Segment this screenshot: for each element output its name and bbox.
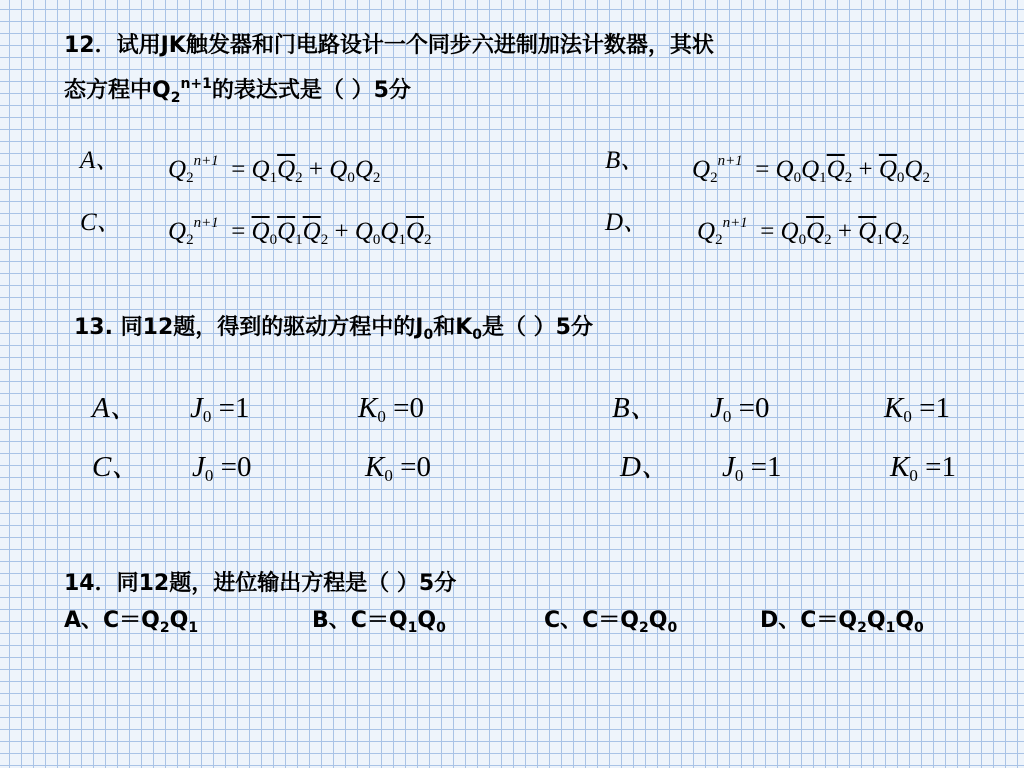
q12-option-d	[605, 208, 648, 238]
q13-option-a-label: A、	[92, 392, 139, 424]
q13-option-b-k: $K_0 =1$	[884, 392, 950, 426]
q14-text: 14．同12题，进位输出方程是（ ）5分	[64, 571, 457, 596]
q13-option-b-label: B、	[612, 392, 659, 424]
q13-sub2: 0	[472, 327, 482, 343]
q13-option-d	[620, 452, 670, 482]
q12-option-d-label: D、	[605, 209, 649, 236]
q12-line2-b: 的表达式是（ ）5分	[211, 78, 411, 103]
q14-option-b: B、$C=Q_1Q_0$	[312, 608, 446, 636]
q12-text-line2	[64, 68, 411, 114]
q13-option-c-k: $K_0 =0$	[365, 451, 431, 485]
q13-text-b: 和K	[433, 315, 473, 340]
q13-sub1: 0	[423, 327, 434, 343]
q12-option-c	[80, 208, 122, 238]
q12-option-d-expr: $Q_2^{n+1} = Q_0\overline{Q}_2 + \overline{Q}_1Q_2$	[697, 215, 910, 248]
q14-option-d: D、$C=Q_2Q_1Q_0$	[760, 608, 924, 636]
q13-option-d-j: $J_0 =1$	[722, 451, 782, 485]
q12-option-a-label: A、	[80, 147, 121, 174]
q14-option-c: C、$C=Q_2Q_0$	[544, 608, 678, 636]
q13-option-a	[92, 393, 139, 423]
q13-option-d-k: $K_0 =1$	[890, 451, 956, 485]
q12-line2-sub: 2	[170, 90, 181, 106]
q14-option-a: A、$C=Q_2Q_1$	[64, 608, 199, 636]
q13-option-b-j: $J_0 =0$	[710, 392, 770, 426]
q13-option-a-k: $K_0 =0$	[358, 392, 424, 426]
q12-option-b	[605, 146, 645, 176]
q12-text-line1: 12．试用JK触发器和门电路设计一个同步六进制加法计数器，其状	[64, 33, 714, 58]
q13-option-b	[612, 393, 659, 423]
q12-option-c-label: C、	[80, 209, 122, 236]
q12-line2-sup: n+1	[180, 76, 212, 92]
q12-option-a-expr: $Q_2^{n+1} = Q_1\overline{Q}_2 + Q_0Q_2$	[168, 153, 381, 186]
q13-text	[74, 312, 593, 351]
q12-option-b-label: B、	[605, 147, 646, 174]
q12-line2-a: 态方程中Q	[64, 78, 171, 103]
q13-option-c-label: C、	[92, 451, 141, 483]
q13-option-c-j: $J_0 =0$	[192, 451, 252, 485]
q12-option-c-expr: $Q_2^{n+1} = \overline{Q}_0\overline{Q}_1\overline{Q}_2 + Q_0Q_1\overline{Q}_2$	[168, 215, 432, 248]
q13-text-c: 是（ ）5分	[482, 315, 593, 340]
q13-option-a-j: $J_0 =1$	[190, 392, 250, 426]
q13-option-c	[92, 452, 140, 482]
q12-option-a	[80, 146, 120, 176]
q13-text-a: 13. 同12题，得到的驱动方程中的J	[74, 315, 424, 340]
q12-option-b-expr: $Q_2^{n+1} = Q_0Q_1\overline{Q}_2 + \overline{Q}_0Q_2$	[692, 153, 930, 186]
q13-option-d-label: D、	[620, 451, 670, 483]
